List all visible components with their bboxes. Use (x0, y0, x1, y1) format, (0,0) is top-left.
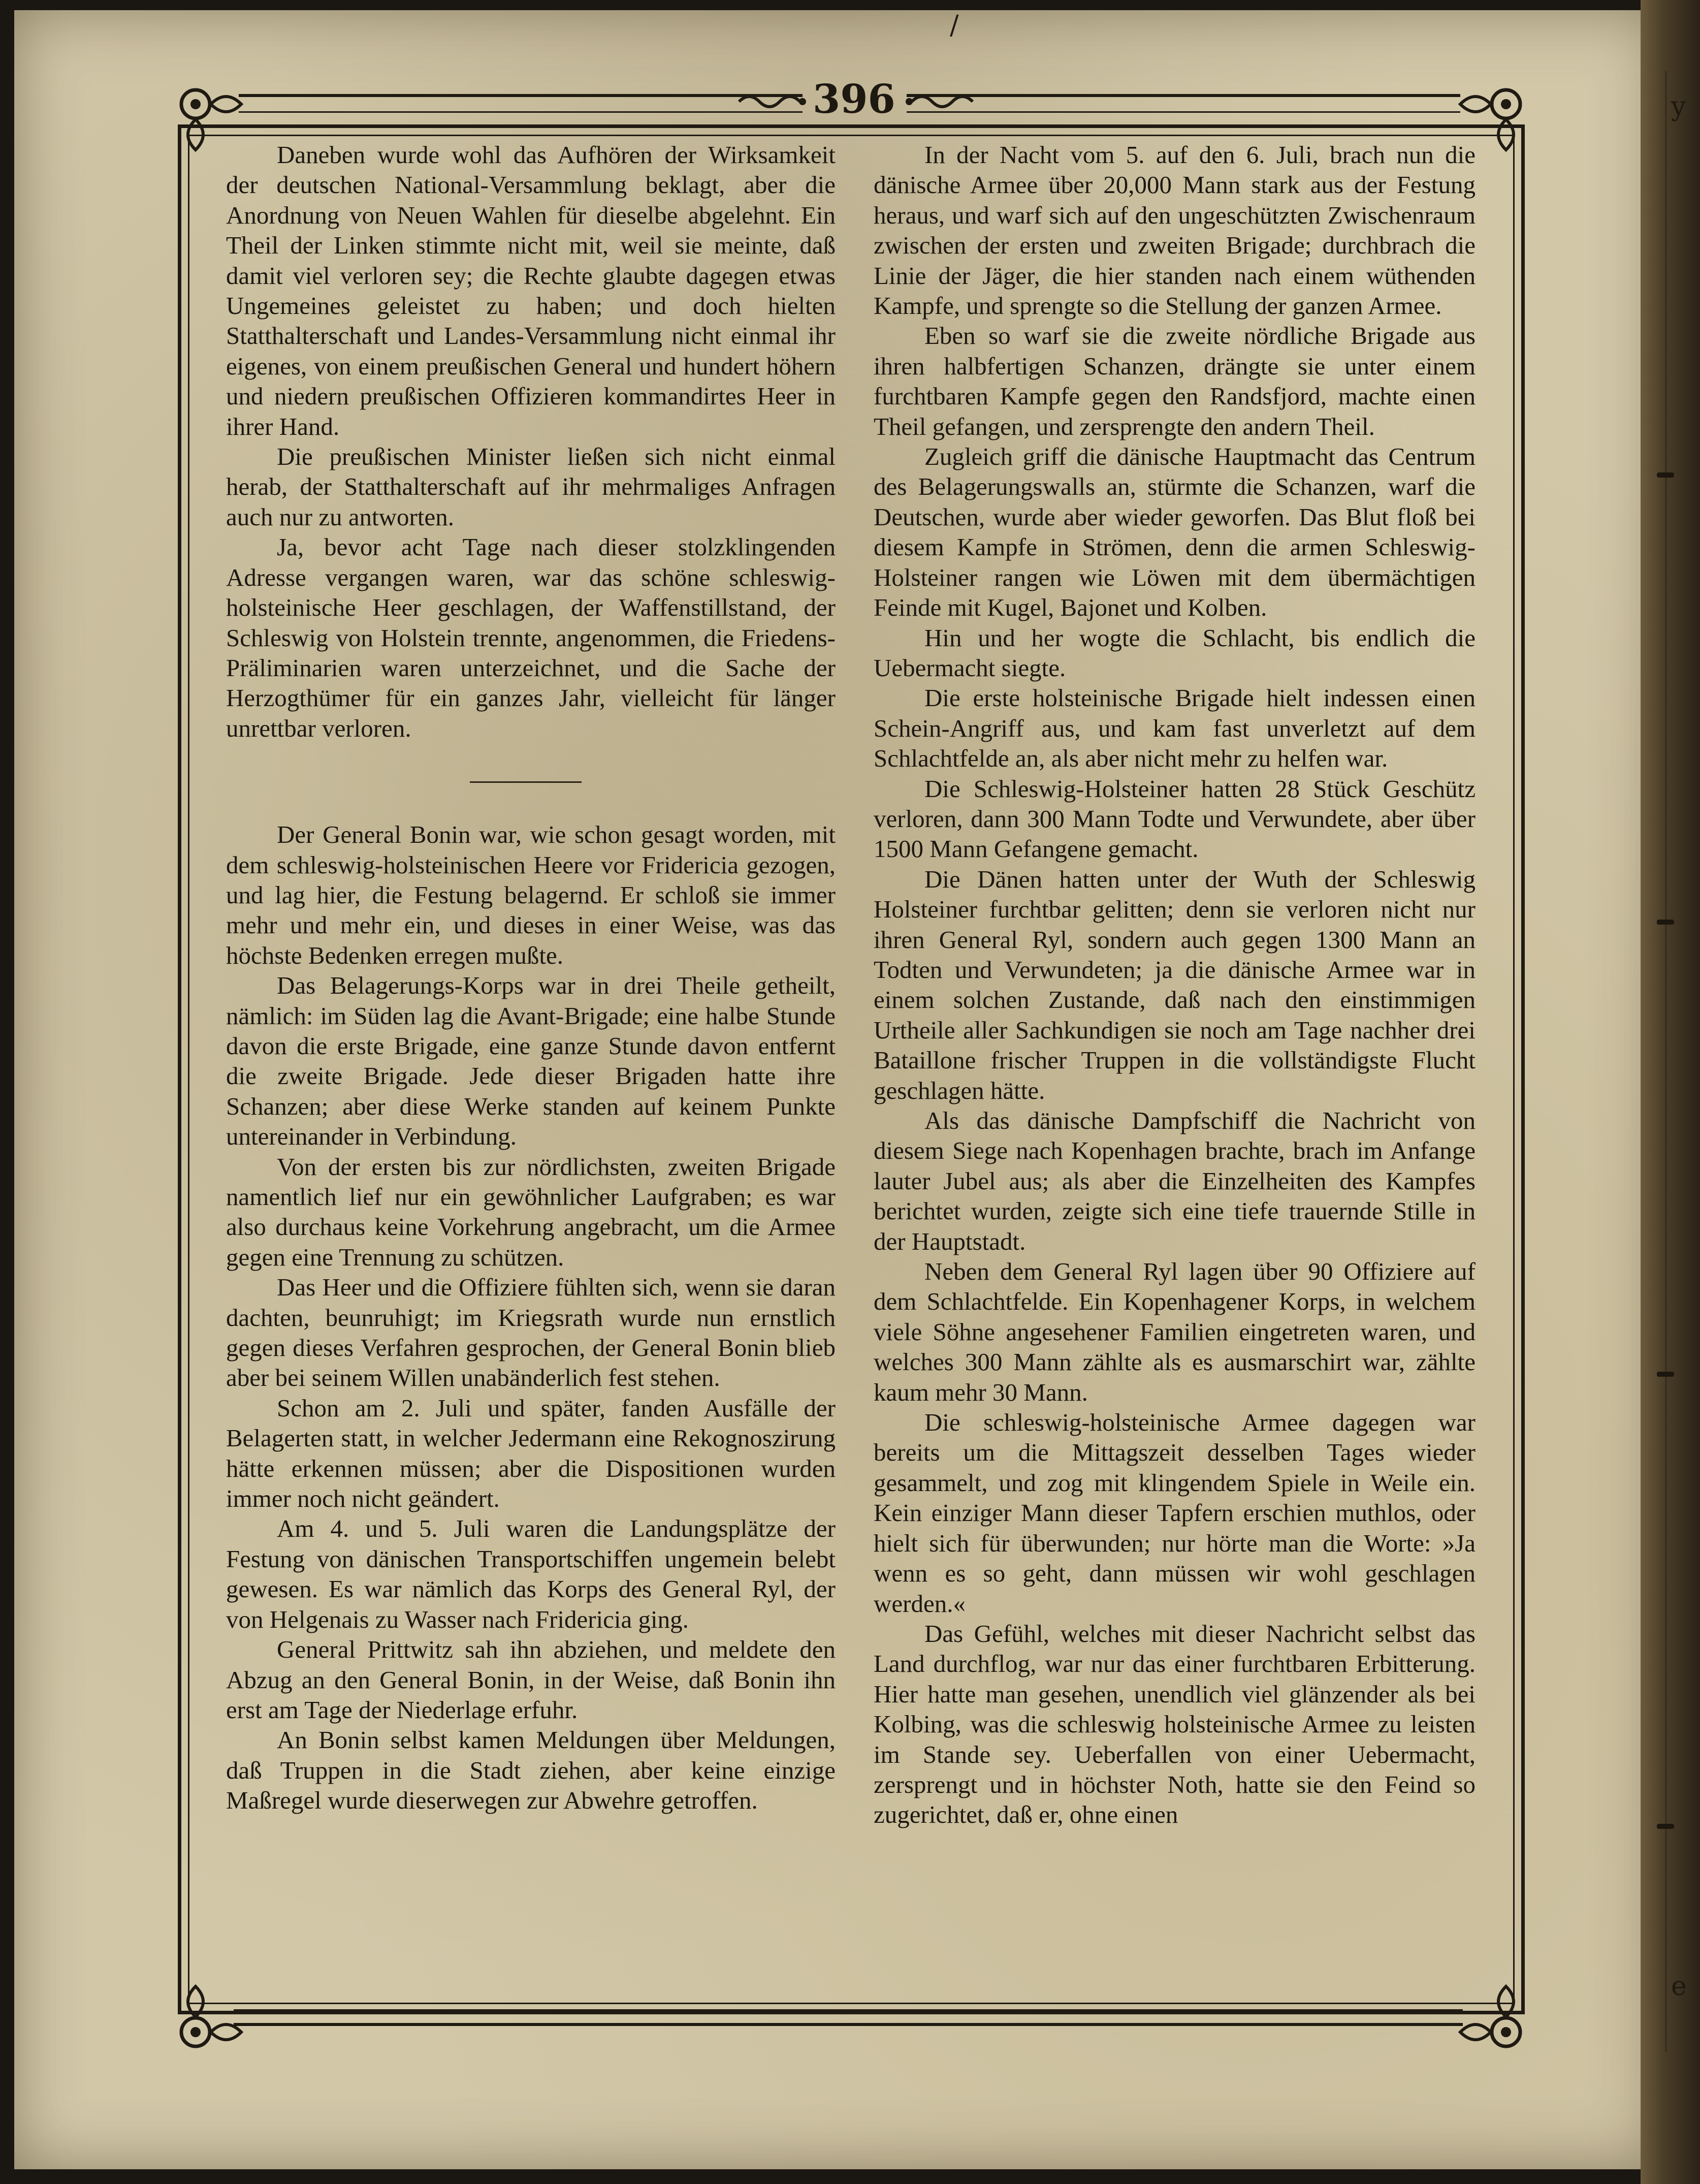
page-number: 396 (813, 76, 895, 122)
paragraph: In der Nacht vom 5. auf den 6. Juli, brach nun die dänische Armee über 20,000 Mann stark aus der Festung heraus, und warf sich auf den ungeschützten Zwischenraum zwischen der ersten und zweiten Brigade; durchbrach die Linie der Jäger, die hier standen nach einem wüthenden Kampfe, und sprengte so die Stellung der ganzen Armee. (874, 141, 1476, 320)
paragraph: Die preußischen Minister ließen sich nicht einmal herab, der Statthalterschaft auf ihr mehrmaliges Anfragen auch nur zu antworten. (226, 442, 836, 531)
paragraph: An Bonin selbst kamen Meldungen über Meldungen, daß Truppen in die Stadt ziehen, aber keine einzige Maßregel wurde dieserwegen zur Abwehre getroffen. (226, 1726, 836, 1815)
paragraph: Eben so warf sie die zweite nördliche Brigade aus ihren halbfertigen Schanzen, drängte sie unter einem furchtbaren Kampfe gegen den Randsfjord, machte einen Theil gefangen, und zersprengte den andern Theil. (874, 322, 1476, 440)
header-rule-right (907, 94, 1460, 113)
paragraph: Die Schleswig-Holsteiner hatten 28 Stück Geschütz verloren, dann 300 Mann Todte und Verwundete, aber über 1500 Mann Gefangene gemacht. (874, 774, 1476, 863)
scroll-ornament-icon (904, 89, 975, 114)
header-rule-left (239, 94, 803, 113)
paragraph: Hin und her wogte die Schlacht, bis endlich die Uebermacht siegte. (874, 623, 1476, 682)
paragraph: Am 4. und 5. Juli waren die Landungsplätze der Festung von dänischen Transportschiffen ungemein belebt gewesen. Es war nämlich das Korps des General Ryl, der von Helgenais zu Wasser nach Fridericia ging. (226, 1514, 836, 1633)
paragraph: Von der ersten bis zur nördlichsten, zweiten Brigade namentlich lief nur ein gewöhnlicher Laufgraben; es war also durchaus keine Vorkehrung angebracht, um die Armee gegen eine Trennung zu schützen. (226, 1152, 836, 1271)
paragraph: Der General Bonin war, wie schon gesagt worden, mit dem schleswig-holsteinischen Heere vor Fridericia gezogen, und lag hier, die Festung belagernd. Er schloß sie immer mehr und mehr ein, und dieses in einer Weise, was das höchste Bedenken erregen mußte. (226, 820, 836, 969)
paragraph: Daneben wurde wohl das Aufhören der Wirksamkeit der deutschen National-Versammlung beklagt, aber die Anordnung von Neuen Wahlen für dieselbe abgelehnt. Ein Theil der Linken stimmte nicht mit, weil sie meinte, daß damit viel verloren sey; die Rechte glaubte dagegen etwas Ungemeines geleistet zu haben; und doch hielten Statthalterschaft und Landes-Versammlung nicht einmal ihr eigenes, von einem preußischen General und hundert höhern und niedern preußischen Offizieren kommandirtes Heer in ihrer Hand. (226, 141, 836, 440)
binding-stitch (1657, 472, 1674, 478)
binding-stitch (1657, 1372, 1674, 1377)
corner-ornament-icon (175, 1981, 246, 2052)
paragraph: Neben dem General Ryl lagen über 90 Offiziere auf dem Schlachtfelde. Ein Kopenhagener Korps, in welchem viele Söhne angesehener Familien eingetreten waren, und welches 300 Mann zählte als es ausmarschirt war, zählte kaum mehr 30 Mann. (874, 1257, 1476, 1406)
paragraph: Schon am 2. Juli und später, fanden Ausfälle der Belagerten statt, in welcher Jedermann eine Rekognoszirung hätte erkennen müssen; aber die Dispositionen wurden immer noch nicht geändert. (226, 1394, 836, 1513)
paragraph: Als das dänische Dampfschiff die Nachricht von diesem Siege nach Kopenhagen brachte, brach im Anfange lauter Jubel aus; als aber die Einzelheiten des Kampfes berichtet wurden, zeigte sich eine tiefe trauernde Stille in der Hauptstadt. (874, 1106, 1476, 1255)
paragraph: Ja, bevor acht Tage nach dieser stolzklingenden Adresse vergangen waren, war das schöne schleswig-holsteinische Heer geschlagen, der Waffenstillstand, der Schleswig von Holstein trennte, angenommen, die Friedens-Präliminarien waren unterzeichnet, und die Sache der Herzogthümer für ein ganzes Jahr, vielleicht für länger unrettbar verloren. (226, 533, 836, 742)
paragraph: Die Dänen hatten unter der Wuth der Schleswig Holsteiner furchtbar gelitten; denn sie verloren nicht nur ihren General Ryl, sondern auch gegen 1300 Mann an Todten und Verwundeten; ja die dänische Armee war in einem solchen Zustande, daß nach den einstimmigen Urtheile aller Sachkundigen sie noch am Tage nachher drei Bataillone frischer Truppen in die vollständigste Flucht geschlagen hätte. (874, 865, 1476, 1104)
book-gutter (1641, 0, 1700, 2184)
binding-stitch (1657, 920, 1674, 925)
right-column (874, 140, 1476, 1830)
corner-ornament-icon (1455, 1981, 1526, 2052)
paragraph: Die erste holsteinische Brigade hielt indessen einen Schein-Angriff aus, und kam fast unverletzt auf dem Schlachtfelde an, als aber nicht mehr zu helfen war. (874, 684, 1476, 773)
footer-rule (234, 2009, 1463, 2026)
binding-stitch (1657, 1824, 1674, 1829)
paragraph: Das Heer und die Offiziere fühlten sich, wenn sie daran dachten, beunruhigt; im Kriegsrath wurde nun ernstlich gegen dieses Verfahren gesprochen, der General Bonin blieb aber bei seinem Willen unabänderlich fest stehen. (226, 1273, 836, 1392)
divider-rule (470, 781, 582, 783)
section-divider (226, 743, 836, 819)
marginal-mark: e (1671, 1971, 1687, 2002)
scroll-ornament-icon (736, 89, 808, 114)
paragraph: Das Belagerungs-Korps war in drei Theile getheilt, nämlich: im Süden lag die Avant-Brigade; eine halbe Stunde davon die erste Brigade, eine ganze Stunde davon entfernt die zweite Brigade. Jede dieser Brigaden hatte ihre Schanzen; aber diese Werke standen auf keinem Punkte untereinander in Verbindung. (226, 971, 836, 1151)
paragraph: Das Gefühl, welches mit dieser Nachricht selbst das Land durchflog, war nur das einer furchtbaren Erbitterung. Hier hatte man gesehen, unendlich viel glänzender als bei Kolbing, was die schleswig holsteinische Armee zu leisten im Stande sey. Ueberfallen von einer Uebermacht, zersprengt und in höchster Noth, hatte sie den Feind so zugerichtet, daß er, ohne einen (874, 1619, 1476, 1829)
marginal-mark: / (950, 10, 959, 41)
paragraph: General Prittwitz sah ihn abziehen, und meldete den Abzug an den General Bonin, in der Weise, daß Bonin ihn erst am Tage der Niederlage erfuhr. (226, 1635, 836, 1724)
paragraph: Zugleich griff die dänische Hauptmacht das Centrum des Belagerungswalls an, stürmte die Schanzen, warf die Deutschen, wurde aber wieder geworfen. Das Blut floß bei diesem Kampfe in Strömen, denn die armen Schleswig-Holsteiner rangen wie Löwen mit dem übermächtigen Feinde mit Kugel, Bajonet und Kolben. (874, 442, 1476, 622)
binding-line (1665, 71, 1667, 2052)
paragraph: Die schleswig-holsteinische Armee dagegen war bereits um die Mittagszeit desselben Tages wieder gesammelt, und zog mit klingendem Spiele in Weile ein. Kein einziger Mann dieser Tapfern erschien muthlos, oder hielt sich für überwunden; nur hörte man die Worte: »Ja wenn es so geht, dann müssen wir wohl geschlagen werden.« (874, 1408, 1476, 1618)
marginal-mark: y (1671, 91, 1686, 122)
left-column (226, 140, 836, 1816)
